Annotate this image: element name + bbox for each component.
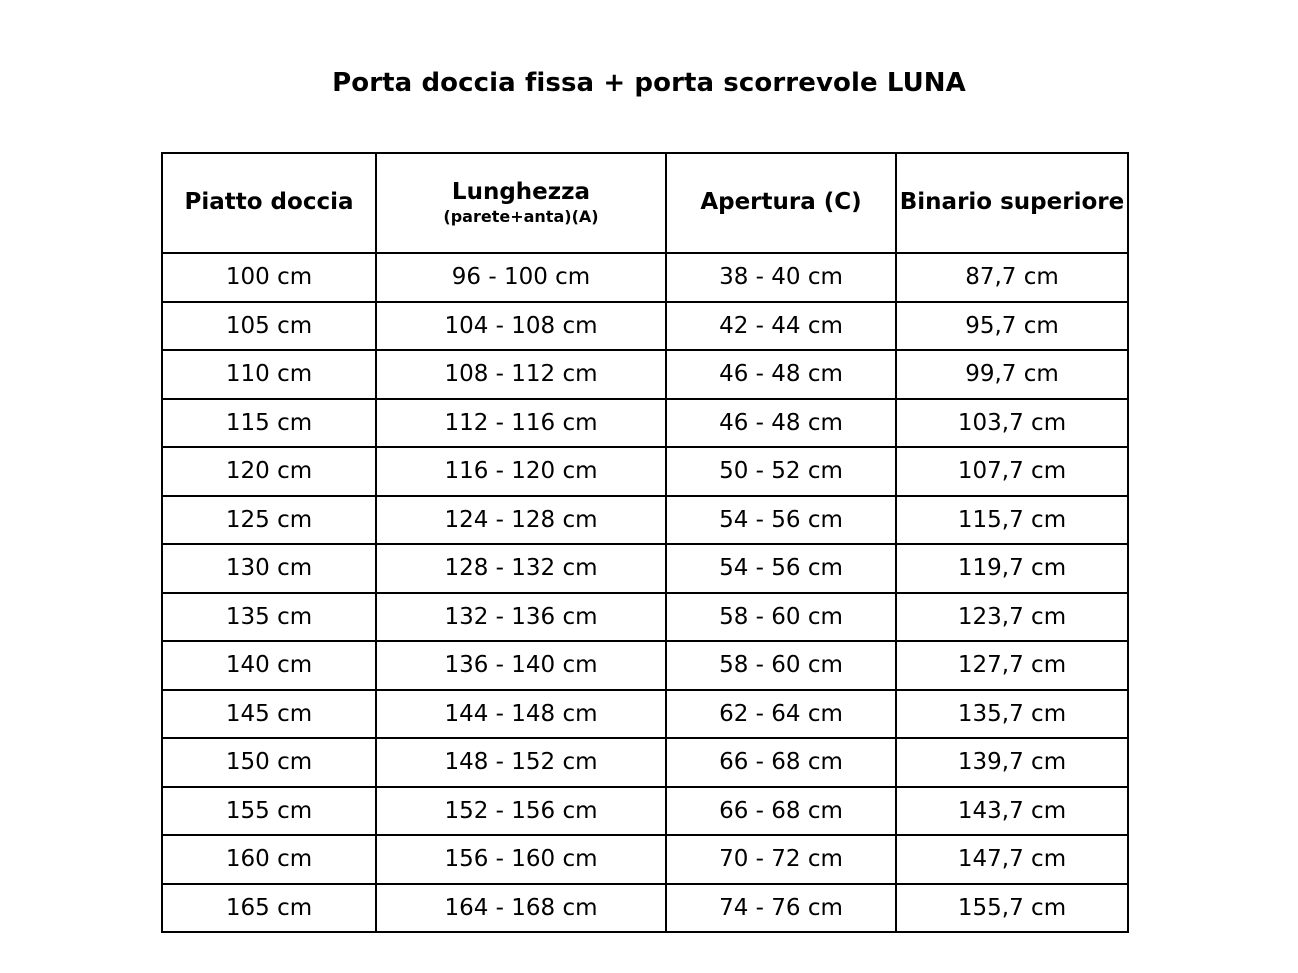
cell-apertura: 50 - 52 cm	[666, 447, 896, 496]
column-header-main: Apertura (C)	[700, 189, 862, 216]
cell-lunghezza: 148 - 152 cm	[376, 738, 666, 787]
column-header-apertura	[666, 153, 896, 253]
table-header-row	[162, 153, 1128, 253]
cell-lunghezza: 144 - 148 cm	[376, 690, 666, 739]
column-header-main: Piatto doccia	[184, 189, 354, 216]
cell-apertura: 54 - 56 cm	[666, 496, 896, 545]
cell-piatto-doccia: 135 cm	[162, 593, 376, 642]
cell-binario: 127,7 cm	[896, 641, 1128, 690]
cell-apertura: 54 - 56 cm	[666, 544, 896, 593]
cell-lunghezza: 156 - 160 cm	[376, 835, 666, 884]
cell-binario: 99,7 cm	[896, 350, 1128, 399]
cell-lunghezza: 132 - 136 cm	[376, 593, 666, 642]
size-table-container	[161, 152, 1127, 933]
cell-piatto-doccia: 110 cm	[162, 350, 376, 399]
cell-binario: 115,7 cm	[896, 496, 1128, 545]
table-row	[162, 787, 1128, 836]
table-row	[162, 884, 1128, 933]
cell-binario: 143,7 cm	[896, 787, 1128, 836]
cell-binario: 135,7 cm	[896, 690, 1128, 739]
cell-apertura: 58 - 60 cm	[666, 593, 896, 642]
page-title: Porta doccia fissa + porta scorrevole LUNA	[332, 68, 966, 98]
table-row	[162, 399, 1128, 448]
cell-lunghezza: 104 - 108 cm	[376, 302, 666, 351]
cell-lunghezza: 96 - 100 cm	[376, 253, 666, 302]
column-header-sub: (parete+anta)(A)	[443, 207, 599, 227]
cell-piatto-doccia: 150 cm	[162, 738, 376, 787]
cell-apertura: 62 - 64 cm	[666, 690, 896, 739]
cell-binario: 95,7 cm	[896, 302, 1128, 351]
cell-lunghezza: 164 - 168 cm	[376, 884, 666, 933]
cell-apertura: 42 - 44 cm	[666, 302, 896, 351]
column-header-lunghezza	[376, 153, 666, 253]
cell-binario: 139,7 cm	[896, 738, 1128, 787]
cell-piatto-doccia: 125 cm	[162, 496, 376, 545]
cell-apertura: 74 - 76 cm	[666, 884, 896, 933]
cell-lunghezza: 152 - 156 cm	[376, 787, 666, 836]
cell-binario: 119,7 cm	[896, 544, 1128, 593]
column-header-piatto-doccia	[162, 153, 376, 253]
cell-piatto-doccia: 165 cm	[162, 884, 376, 933]
cell-piatto-doccia: 115 cm	[162, 399, 376, 448]
cell-apertura: 46 - 48 cm	[666, 350, 896, 399]
cell-piatto-doccia: 130 cm	[162, 544, 376, 593]
cell-apertura: 38 - 40 cm	[666, 253, 896, 302]
cell-binario: 107,7 cm	[896, 447, 1128, 496]
cell-piatto-doccia: 120 cm	[162, 447, 376, 496]
column-header-main: Lunghezza	[451, 179, 591, 205]
table-row	[162, 447, 1128, 496]
cell-lunghezza: 136 - 140 cm	[376, 641, 666, 690]
column-header-main: Binario superiore	[899, 189, 1125, 216]
table-row	[162, 593, 1128, 642]
table-row	[162, 496, 1128, 545]
table-row	[162, 835, 1128, 884]
cell-lunghezza: 124 - 128 cm	[376, 496, 666, 545]
cell-binario: 147,7 cm	[896, 835, 1128, 884]
cell-piatto-doccia: 145 cm	[162, 690, 376, 739]
cell-apertura: 70 - 72 cm	[666, 835, 896, 884]
column-header-binario-superiore	[896, 153, 1128, 253]
cell-piatto-doccia: 140 cm	[162, 641, 376, 690]
cell-piatto-doccia: 160 cm	[162, 835, 376, 884]
cell-apertura: 66 - 68 cm	[666, 738, 896, 787]
table-row	[162, 690, 1128, 739]
cell-lunghezza: 116 - 120 cm	[376, 447, 666, 496]
cell-apertura: 66 - 68 cm	[666, 787, 896, 836]
cell-piatto-doccia: 155 cm	[162, 787, 376, 836]
cell-piatto-doccia: 100 cm	[162, 253, 376, 302]
cell-piatto-doccia: 105 cm	[162, 302, 376, 351]
cell-apertura: 58 - 60 cm	[666, 641, 896, 690]
table-row	[162, 350, 1128, 399]
cell-lunghezza: 108 - 112 cm	[376, 350, 666, 399]
cell-binario: 87,7 cm	[896, 253, 1128, 302]
cell-lunghezza: 112 - 116 cm	[376, 399, 666, 448]
size-table	[161, 152, 1129, 933]
table-row	[162, 253, 1128, 302]
table-row	[162, 738, 1128, 787]
cell-binario: 123,7 cm	[896, 593, 1128, 642]
table-row	[162, 641, 1128, 690]
cell-apertura: 46 - 48 cm	[666, 399, 896, 448]
cell-lunghezza: 128 - 132 cm	[376, 544, 666, 593]
table-row	[162, 302, 1128, 351]
cell-binario: 103,7 cm	[896, 399, 1128, 448]
table-row	[162, 544, 1128, 593]
cell-binario: 155,7 cm	[896, 884, 1128, 933]
